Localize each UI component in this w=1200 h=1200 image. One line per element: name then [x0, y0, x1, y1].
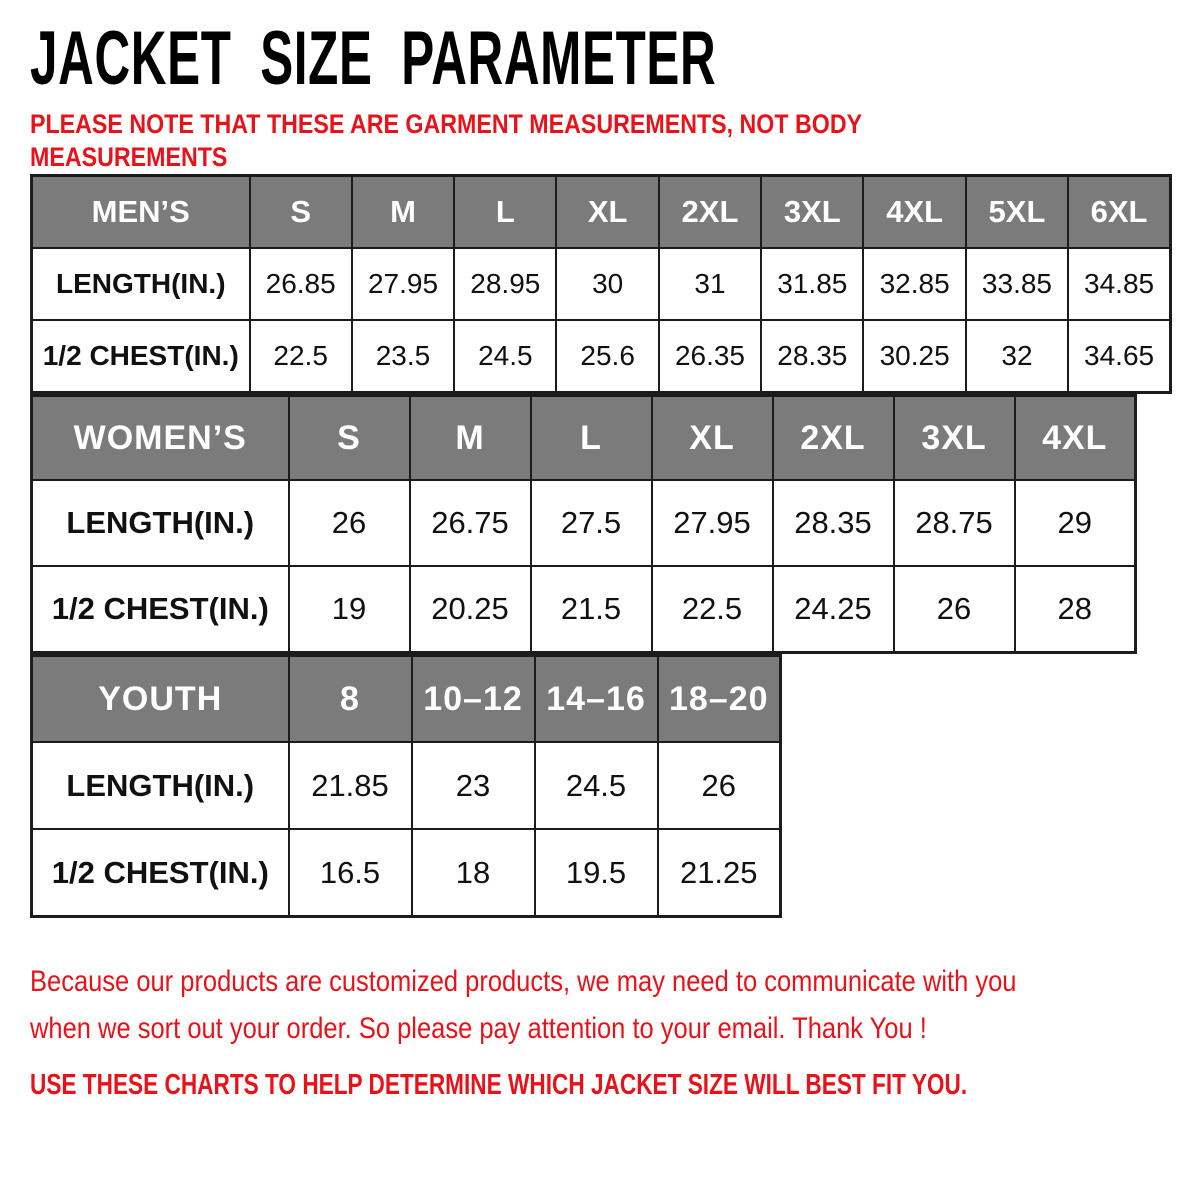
- size-value: 27.95: [652, 480, 773, 566]
- size-value: 20.25: [410, 566, 531, 653]
- size-value: 32.85: [863, 248, 965, 320]
- page-title-text: JACKET SIZE PARAMETER: [30, 16, 717, 101]
- size-value: 26: [289, 480, 410, 566]
- womens-size-column-header: M: [410, 396, 531, 481]
- mens-size-table: [30, 174, 1172, 394]
- row-label: LENGTH(IN.): [32, 248, 250, 320]
- size-value: 16.5: [289, 829, 412, 917]
- womens-measurement-row: [32, 480, 1136, 566]
- size-value: 25.6: [556, 320, 658, 393]
- size-value: 24.5: [535, 742, 658, 829]
- size-value: 30: [556, 248, 658, 320]
- mens-header-row: [32, 176, 1171, 249]
- mens-size-column-header: 5XL: [966, 176, 1068, 249]
- size-value: 24.25: [773, 566, 894, 653]
- womens-size-column-header: XL: [652, 396, 773, 481]
- size-value: 23.5: [352, 320, 454, 393]
- mens-size-column-header: 6XL: [1068, 176, 1170, 249]
- mens-size-column-header: S: [250, 176, 352, 249]
- size-value: 22.5: [652, 566, 773, 653]
- mens-measurement-row: [32, 320, 1171, 393]
- youth-header-row: [32, 656, 781, 743]
- note-line-1: PLEASE NOTE THAT THESE ARE GARMENT MEASUREMENTS, NOT BODY: [30, 109, 863, 139]
- page-title: [30, 16, 1200, 101]
- womens-table-title: WOMEN’S: [32, 396, 289, 481]
- womens-header-row: [32, 396, 1136, 481]
- size-value: 34.65: [1068, 320, 1170, 393]
- mens-size-column-header: XL: [556, 176, 658, 249]
- size-value: 18: [412, 829, 535, 917]
- notice-line-2: when we sort out your order. So please pay attention to your email. Thank You !: [30, 1012, 927, 1045]
- youth-size-column-header: 8: [289, 656, 412, 743]
- size-value: 24.5: [454, 320, 556, 393]
- size-value: 27.95: [352, 248, 454, 320]
- row-label: 1/2 CHEST(IN.): [32, 829, 289, 917]
- size-value: 28.35: [761, 320, 863, 393]
- youth-measurement-row: [32, 742, 781, 829]
- size-value: 26.35: [659, 320, 761, 393]
- size-value: 21.85: [289, 742, 412, 829]
- size-value: 29: [1015, 480, 1136, 566]
- mens-size-column-header: 2XL: [659, 176, 761, 249]
- youth-size-column-header: 10–12: [412, 656, 535, 743]
- size-value: 31.85: [761, 248, 863, 320]
- customization-notice: [30, 958, 1200, 1052]
- mens-size-column-header: 4XL: [863, 176, 965, 249]
- size-value: 19.5: [535, 829, 658, 917]
- mens-size-column-header: M: [352, 176, 454, 249]
- mens-size-column-header: 3XL: [761, 176, 863, 249]
- size-value: 26.85: [250, 248, 352, 320]
- size-value: 30.25: [863, 320, 965, 393]
- row-label: LENGTH(IN.): [32, 480, 289, 566]
- row-label: LENGTH(IN.): [32, 742, 289, 829]
- size-value: 34.85: [1068, 248, 1170, 320]
- row-label: 1/2 CHEST(IN.): [32, 566, 289, 653]
- size-value: 26: [894, 566, 1015, 653]
- size-value: 28.75: [894, 480, 1015, 566]
- mens-table-title: MEN’S: [32, 176, 250, 249]
- size-value: 31: [659, 248, 761, 320]
- youth-size-column-header: 14–16: [535, 656, 658, 743]
- size-value: 28.35: [773, 480, 894, 566]
- size-value: 26.75: [410, 480, 531, 566]
- mens-size-column-header: L: [454, 176, 556, 249]
- size-value: 23: [412, 742, 535, 829]
- womens-size-column-header: 3XL: [894, 396, 1015, 481]
- size-value: 21.25: [658, 829, 781, 917]
- youth-table-title: YOUTH: [32, 656, 289, 743]
- note-line-2: MEASUREMENTS: [30, 142, 228, 172]
- size-value: 19: [289, 566, 410, 653]
- size-value: 22.5: [250, 320, 352, 393]
- size-value: 26: [658, 742, 781, 829]
- size-value: 21.5: [531, 566, 652, 653]
- womens-size-column-header: 2XL: [773, 396, 894, 481]
- size-value: 28.95: [454, 248, 556, 320]
- size-value: 27.5: [531, 480, 652, 566]
- size-value: 33.85: [966, 248, 1068, 320]
- womens-measurement-row: [32, 566, 1136, 653]
- size-value: 32: [966, 320, 1068, 393]
- womens-size-table: [30, 394, 1137, 654]
- womens-size-column-header: 4XL: [1015, 396, 1136, 481]
- size-value: 28: [1015, 566, 1136, 653]
- womens-size-column-header: S: [289, 396, 410, 481]
- youth-size-column-header: 18–20: [658, 656, 781, 743]
- youth-size-table: [30, 654, 782, 918]
- womens-size-column-header: L: [531, 396, 652, 481]
- fit-instruction: USE THESE CHARTS TO HELP DETERMINE WHICH JACKET SIZE WILL BEST FIT YOU.: [30, 1069, 968, 1101]
- notice-line-1: Because our products are customized products, we may need to communicate with you: [30, 965, 1017, 998]
- row-label: 1/2 CHEST(IN.): [32, 320, 250, 393]
- garment-measurement-note: [30, 108, 1200, 174]
- youth-measurement-row: [32, 829, 781, 917]
- mens-measurement-row: [32, 248, 1171, 320]
